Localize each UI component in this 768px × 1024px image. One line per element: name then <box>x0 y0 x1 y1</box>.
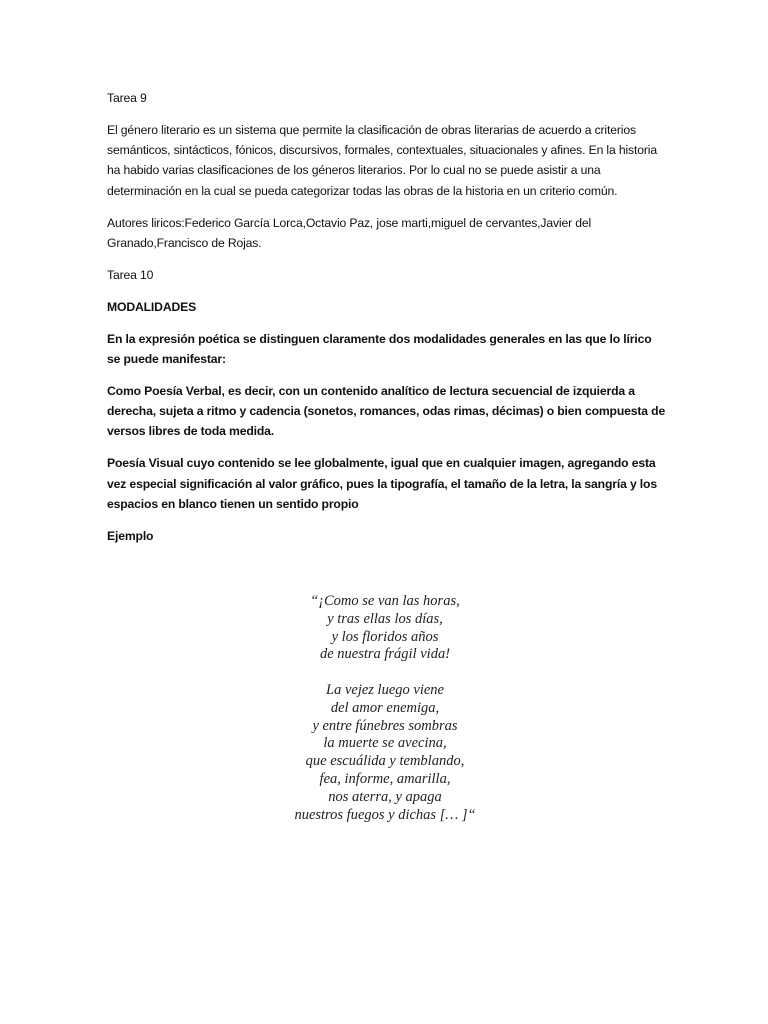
poem-line: que escuálida y temblando, <box>305 753 465 770</box>
tarea-9-heading: Tarea 9 <box>107 91 147 105</box>
poem-stanza-2 <box>180 682 590 824</box>
poem-stanza-1 <box>180 593 590 664</box>
modalities-intro-paragraph: En la expresión poética se distinguen claramente dos modalidades generales en las que lo lírico se puede manifestar: <box>107 331 652 367</box>
poem-line: nos aterra, y apaga <box>328 788 442 805</box>
example-label: Ejemplo <box>107 528 154 543</box>
poem-line: del amor enemiga, <box>330 699 440 716</box>
lyric-authors-paragraph: Autores liricos:Federico García Lorca,Octavio Paz, jose marti,miguel de cervantes,Javier del Granado,Francisco de Rojas. <box>107 215 592 250</box>
poem-line: y los floridos años <box>331 628 439 645</box>
poem-line: La vejez luego viene <box>326 681 444 698</box>
poem-line: y entre fúnebres sombras <box>312 717 458 734</box>
document-body <box>107 88 667 558</box>
poem-line: la muerte se avecina, <box>323 735 447 752</box>
poem-line: de nuestra frágil vida! <box>319 646 451 663</box>
poem-excerpt <box>180 593 590 842</box>
visual-poetry-paragraph: Poesía Visual cuyo contenido se lee globalmente, igual que en cualquier imagen, agregando esta vez especial significación al valor gráfico, pues la tipografía, el tamaño de la letra, la sangría y los espacios en blanco tienen un sentido propio <box>107 456 657 511</box>
poem-line: fea, informe, amarilla, <box>319 770 451 787</box>
verbal-poetry-paragraph: Como Poesía Verbal, es decir, con un contenido analítico de lectura secuencial de izquierda a derecha, sujeta a ritmo y cadencia (sonetos, romances, odas rimas, décimas) o bien compuesta de versos libres de toda medida. <box>107 384 666 439</box>
poem-line: y tras ellas los días, <box>327 610 443 627</box>
poem-line: “¡Como se van las horas, <box>310 593 460 609</box>
genre-definition-paragraph: El género literario es un sistema que permite la clasificación de obras literarias de acuerdo a criterios semánticos, sintácticos, fónicos, discursivos, formales, contextuales, situacionales y afines. En la historia ha habido varias clasificaciones de los géneros literarios. Por lo cual no se puede asistir a una determinación en la cual se pueda categorizar todas las obras de la historia en un criterio común. <box>107 123 657 198</box>
poem-line: nuestros fuegos y dichas [… ]“ <box>294 806 476 823</box>
tarea-10-heading: Tarea 10 <box>107 267 154 282</box>
modalidades-heading: MODALIDADES <box>107 299 197 314</box>
